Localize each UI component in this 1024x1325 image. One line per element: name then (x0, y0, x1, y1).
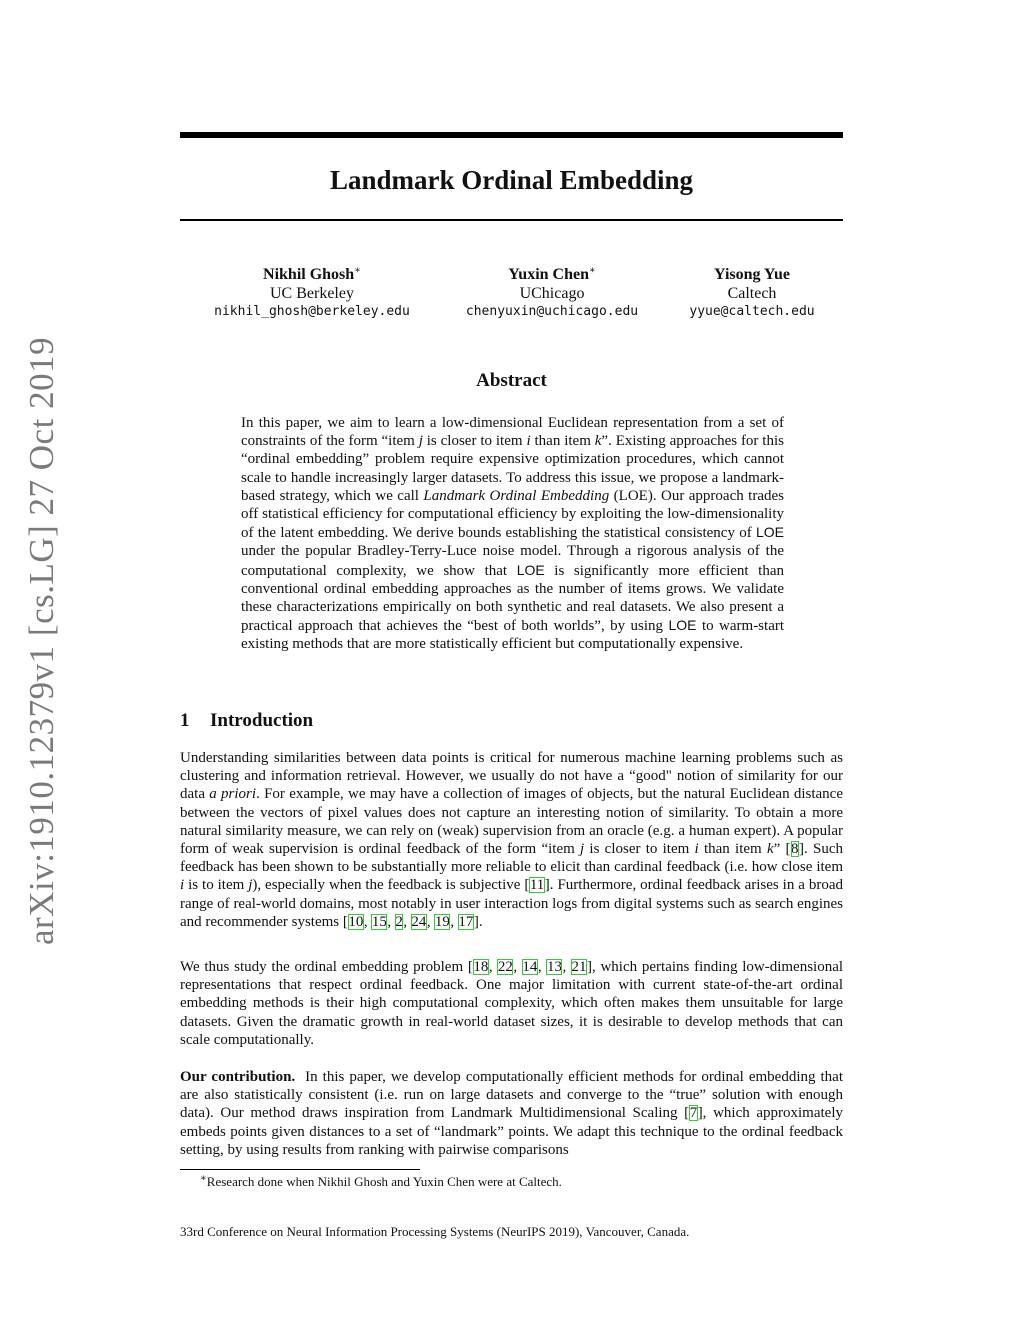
citation-link[interactable]: 11 (529, 877, 545, 894)
citation-link[interactable]: 13 (546, 959, 562, 975)
author-email[interactable]: nikhil_ghosh@berkeley.edu (214, 304, 410, 319)
citation-link[interactable]: 24 (411, 913, 427, 930)
citation-link[interactable]: 19 (434, 913, 450, 930)
intro-paragraph-2: We thus study the ordinal embedding problem [18, 22, 14, 13, 21], which pertains finding low-dimensional representations that respect ordinal feedback. One major limitation with current state-of-the-art ordinal embedding methods is their high computational complexity, which often makes them unsuitable for large datasets. Given the dramatic growth in real-world dataset sizes, it is desirable to develop methods that can scale computationally. (180, 959, 844, 1048)
footnote-rule (180, 1169, 420, 1170)
author-block-2 (442, 266, 662, 322)
author-affiliation: UChicago (519, 284, 585, 302)
citation-link[interactable]: 18 (473, 959, 489, 975)
contribution-paragraph: Our contribution. In this paper, we develop computationally efficient methods for ordinal embedding that are also statistically consistent (i.e. run on large datasets and converge to the “true” solution with enough data). Our method draws inspiration from Landmark Multidimensional Scaling [7], which approximately embeds points given distances to a set of “landmark” points. We adapt this technique to the ordinal feedback setting, by using results from ranking with pairwise comparisons (180, 1069, 843, 1158)
author-affiliation: UC Berkeley (270, 284, 354, 302)
citation-link[interactable]: 8 (791, 841, 799, 858)
title-bottom-rule (180, 219, 843, 221)
section-number: 1 (180, 710, 190, 731)
citation-link[interactable]: 14 (522, 959, 538, 975)
footnote-mark: ∗ (588, 265, 596, 276)
citation-link[interactable]: 22 (497, 959, 513, 975)
paper-title: Landmark Ordinal Embedding (329, 165, 694, 195)
citation-link[interactable]: 15 (371, 913, 387, 930)
author-email[interactable]: chenyuxin@uchicago.edu (465, 304, 639, 319)
footnote-mark: ∗ (200, 1173, 207, 1184)
author-name: Nikhil Ghosh∗ (263, 265, 361, 283)
citation-link[interactable]: 17 (458, 913, 474, 930)
footnote-mark: ∗ (354, 265, 361, 276)
citation-link[interactable]: 2 (395, 913, 403, 930)
author-block-3 (672, 266, 832, 322)
footnote: ∗Research done when Nikhil Ghosh and Yuxin Chen were at Caltech. (200, 1173, 562, 1189)
intro-paragraph-1: Understanding similarities between data points is critical for numerous machine learning problems such as clustering and information retrieval. However, we usually do not have a “good" notion of similarity for our data a priori. For example, we may have a collection of images of objects, but the natural Euclidean distance between the vectors of pixel values does not capture an interesting notion of similarity. To obtain a more natural similarity measure, we can rely on (weak) supervision from an oracle (e.g. a human expert). A popular form of weak supervision is ordinal feedback of the form “item j is closer to item i than item k” [8]. Such feedback has been shown to be substantially more reliable to elicit than cardinal feedback (i.e. how close item i is to item j), especially when the feedback is subjective [11]. Furthermore, ordinal feedback arises in a broad range of real-world domains, most notably in user interaction logs from digital systems such as search engines and recommender systems [10, 15, 2, 24, 19, 17]. (180, 750, 844, 930)
author-affiliation: Caltech (727, 284, 777, 302)
citation-link[interactable]: 10 (348, 913, 364, 930)
author-name: Yuxin Chen∗ (508, 265, 596, 283)
venue-line: 33rd Conference on Neural Information Processing Systems (NeurIPS 2019), Vancouver, Canada. (180, 1224, 690, 1239)
arxiv-identifier-stamp: arXiv:1910.12379v1 [cs.LG] 27 Oct 2019 (22, 336, 61, 945)
abstract-heading: Abstract (476, 370, 547, 391)
title-top-rule (180, 132, 843, 138)
section-heading-introduction (180, 710, 313, 732)
section-title: Introduction (210, 710, 314, 731)
author-email[interactable]: yyue@caltech.edu (689, 304, 815, 319)
citation-link[interactable]: 21 (571, 959, 587, 975)
author-block-1 (192, 266, 432, 322)
abstract-text: In this paper, we aim to learn a low-dimensional Euclidean representation from a set of constraints of the form “item j is closer to item i than item k”. Existing approaches for this “ordinal embedding” problem require expensive optimization procedures, which cannot scale to handle increasingly larger datasets. To address this issue, we propose a landmark-based strategy, which we call Landmark Ordinal Embedding (LOE). Our approach trades off statistical efficiency for computational efficiency by exploiting the low-dimensionality of the latent embedding. We derive bounds establishing the statistical consistency of LOE under the popular Bradley-Terry-Luce noise model. Through a rigorous analysis of the computational complexity, we show that LOE is significantly more efficient than conventional ordinal embedding approaches as the number of items grows. We validate these characterizations empirically on both synthetic and real datasets. We also present a practical approach that achieves the “best of both worlds”, by using LOE to warm-start existing methods that are more statistically efficient but computationally expensive. (241, 415, 785, 653)
contribution-lead: Our contribution. (180, 1069, 296, 1085)
method-name: Landmark Ordinal Embedding (423, 487, 610, 504)
author-name: Yisong Yue (713, 266, 791, 283)
citation-link[interactable]: 7 (689, 1105, 698, 1122)
